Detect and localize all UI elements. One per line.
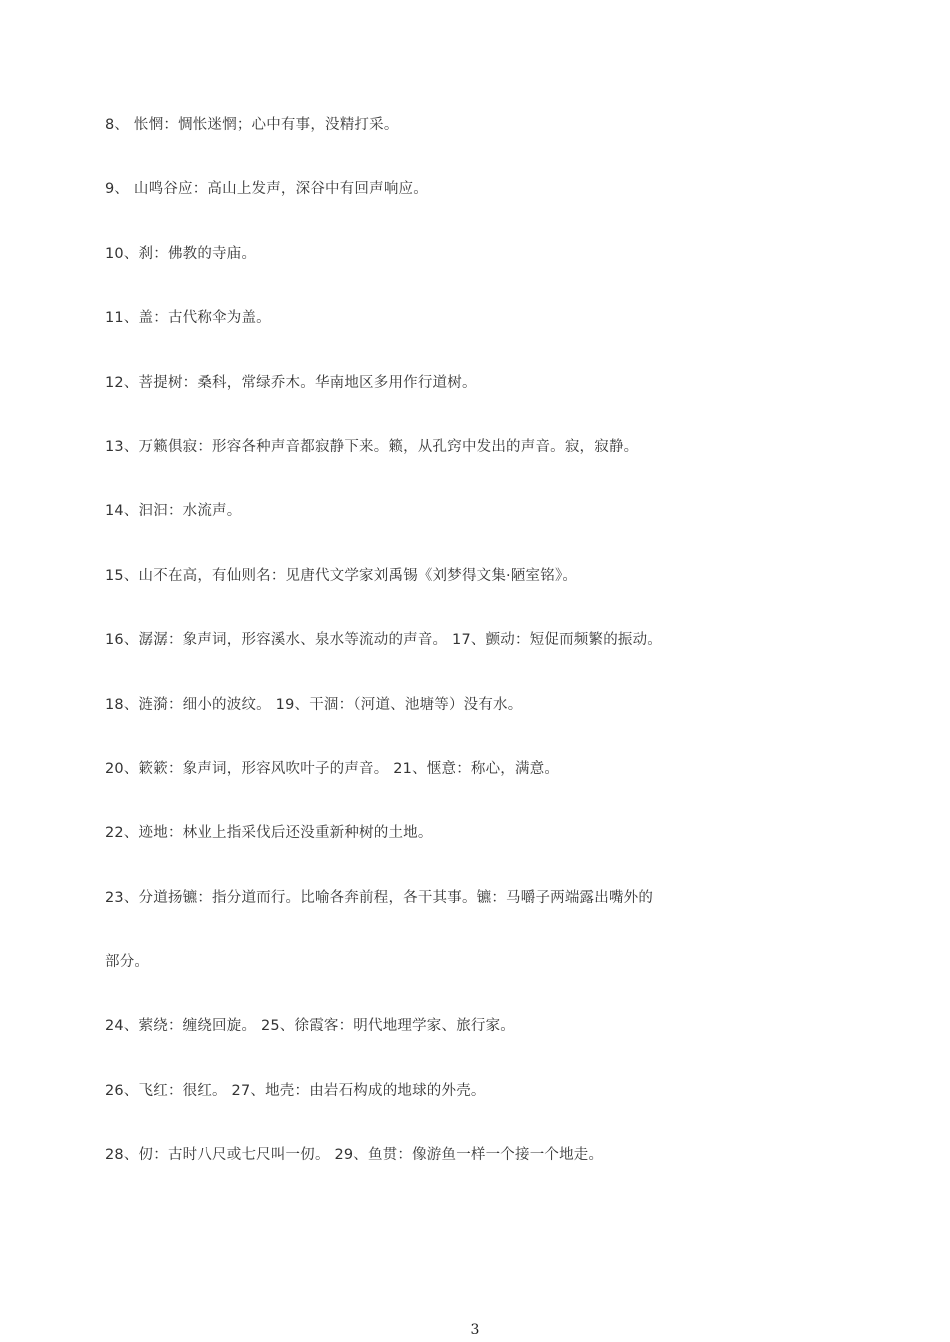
vocabulary-list [105, 113, 845, 1208]
entry-line-8: 8、 怅惘：惆怅迷惘；心中有事，没精打采。 [105, 117, 399, 133]
entry-line-10: 10、刹：佛教的寺庙。 [105, 245, 257, 262]
entry-line-14: 14、汩汩：水流声。 [105, 503, 242, 520]
entry-line-20-21: 20、簌簌：象声词，形容风吹叶子的声音。 21、惬意：称心，满意。 [105, 760, 560, 777]
entry-line-23: 23、分道扬镳：指分道而行。比喻各奔前程，各干其事。镳：马嚼子两端露出嘴外的 [105, 889, 654, 906]
entry-line-9: 9、 山鸣谷应：高山上发声，深谷中有回声响应。 [105, 181, 428, 198]
entry-line-13: 13、万籁俱寂：形容各种声音都寂静下来。籁，从孔窍中发出的声音。寂，寂静。 [105, 438, 639, 455]
entry-line-18-19: 18、涟漪：细小的波纹。 19、干涸：（河道、池塘等）没有水。 [105, 696, 523, 713]
entry-line-28-29: 28、仞：古时八尺或七尺叫一仞。 29、鱼贯：像游鱼一样一个接一个地走。 [105, 1147, 604, 1164]
entry-line-22: 22、迹地：林业上指采伐后还没重新种树的土地。 [105, 825, 433, 842]
entry-line-11: 11、盖：古代称伞为盖。 [105, 310, 271, 327]
entry-line-24-25: 24、萦绕：缠绕回旋。 25、徐霞客：明代地理学家、旅行家。 [105, 1018, 516, 1035]
entry-line-15: 15、山不在高，有仙则名：见唐代文学家刘禹锡《刘梦得文集·陋室铭》。 [105, 567, 578, 584]
entry-line-23-continued: 部分。 [105, 954, 150, 971]
entry-line-12: 12、菩提树：桑科，常绿乔木。华南地区多用作行道树。 [105, 374, 477, 391]
entry-line-26-27: 26、飞红：很红。 27、地壳：由岩石构成的地球的外壳。 [105, 1082, 486, 1099]
entry-line-16-17: 16、潺潺：象声词，形容溪水、泉水等流动的声音。 17、颤动：短促而频繁的振动。 [105, 632, 663, 649]
page-number: 3 [470, 1322, 480, 1338]
